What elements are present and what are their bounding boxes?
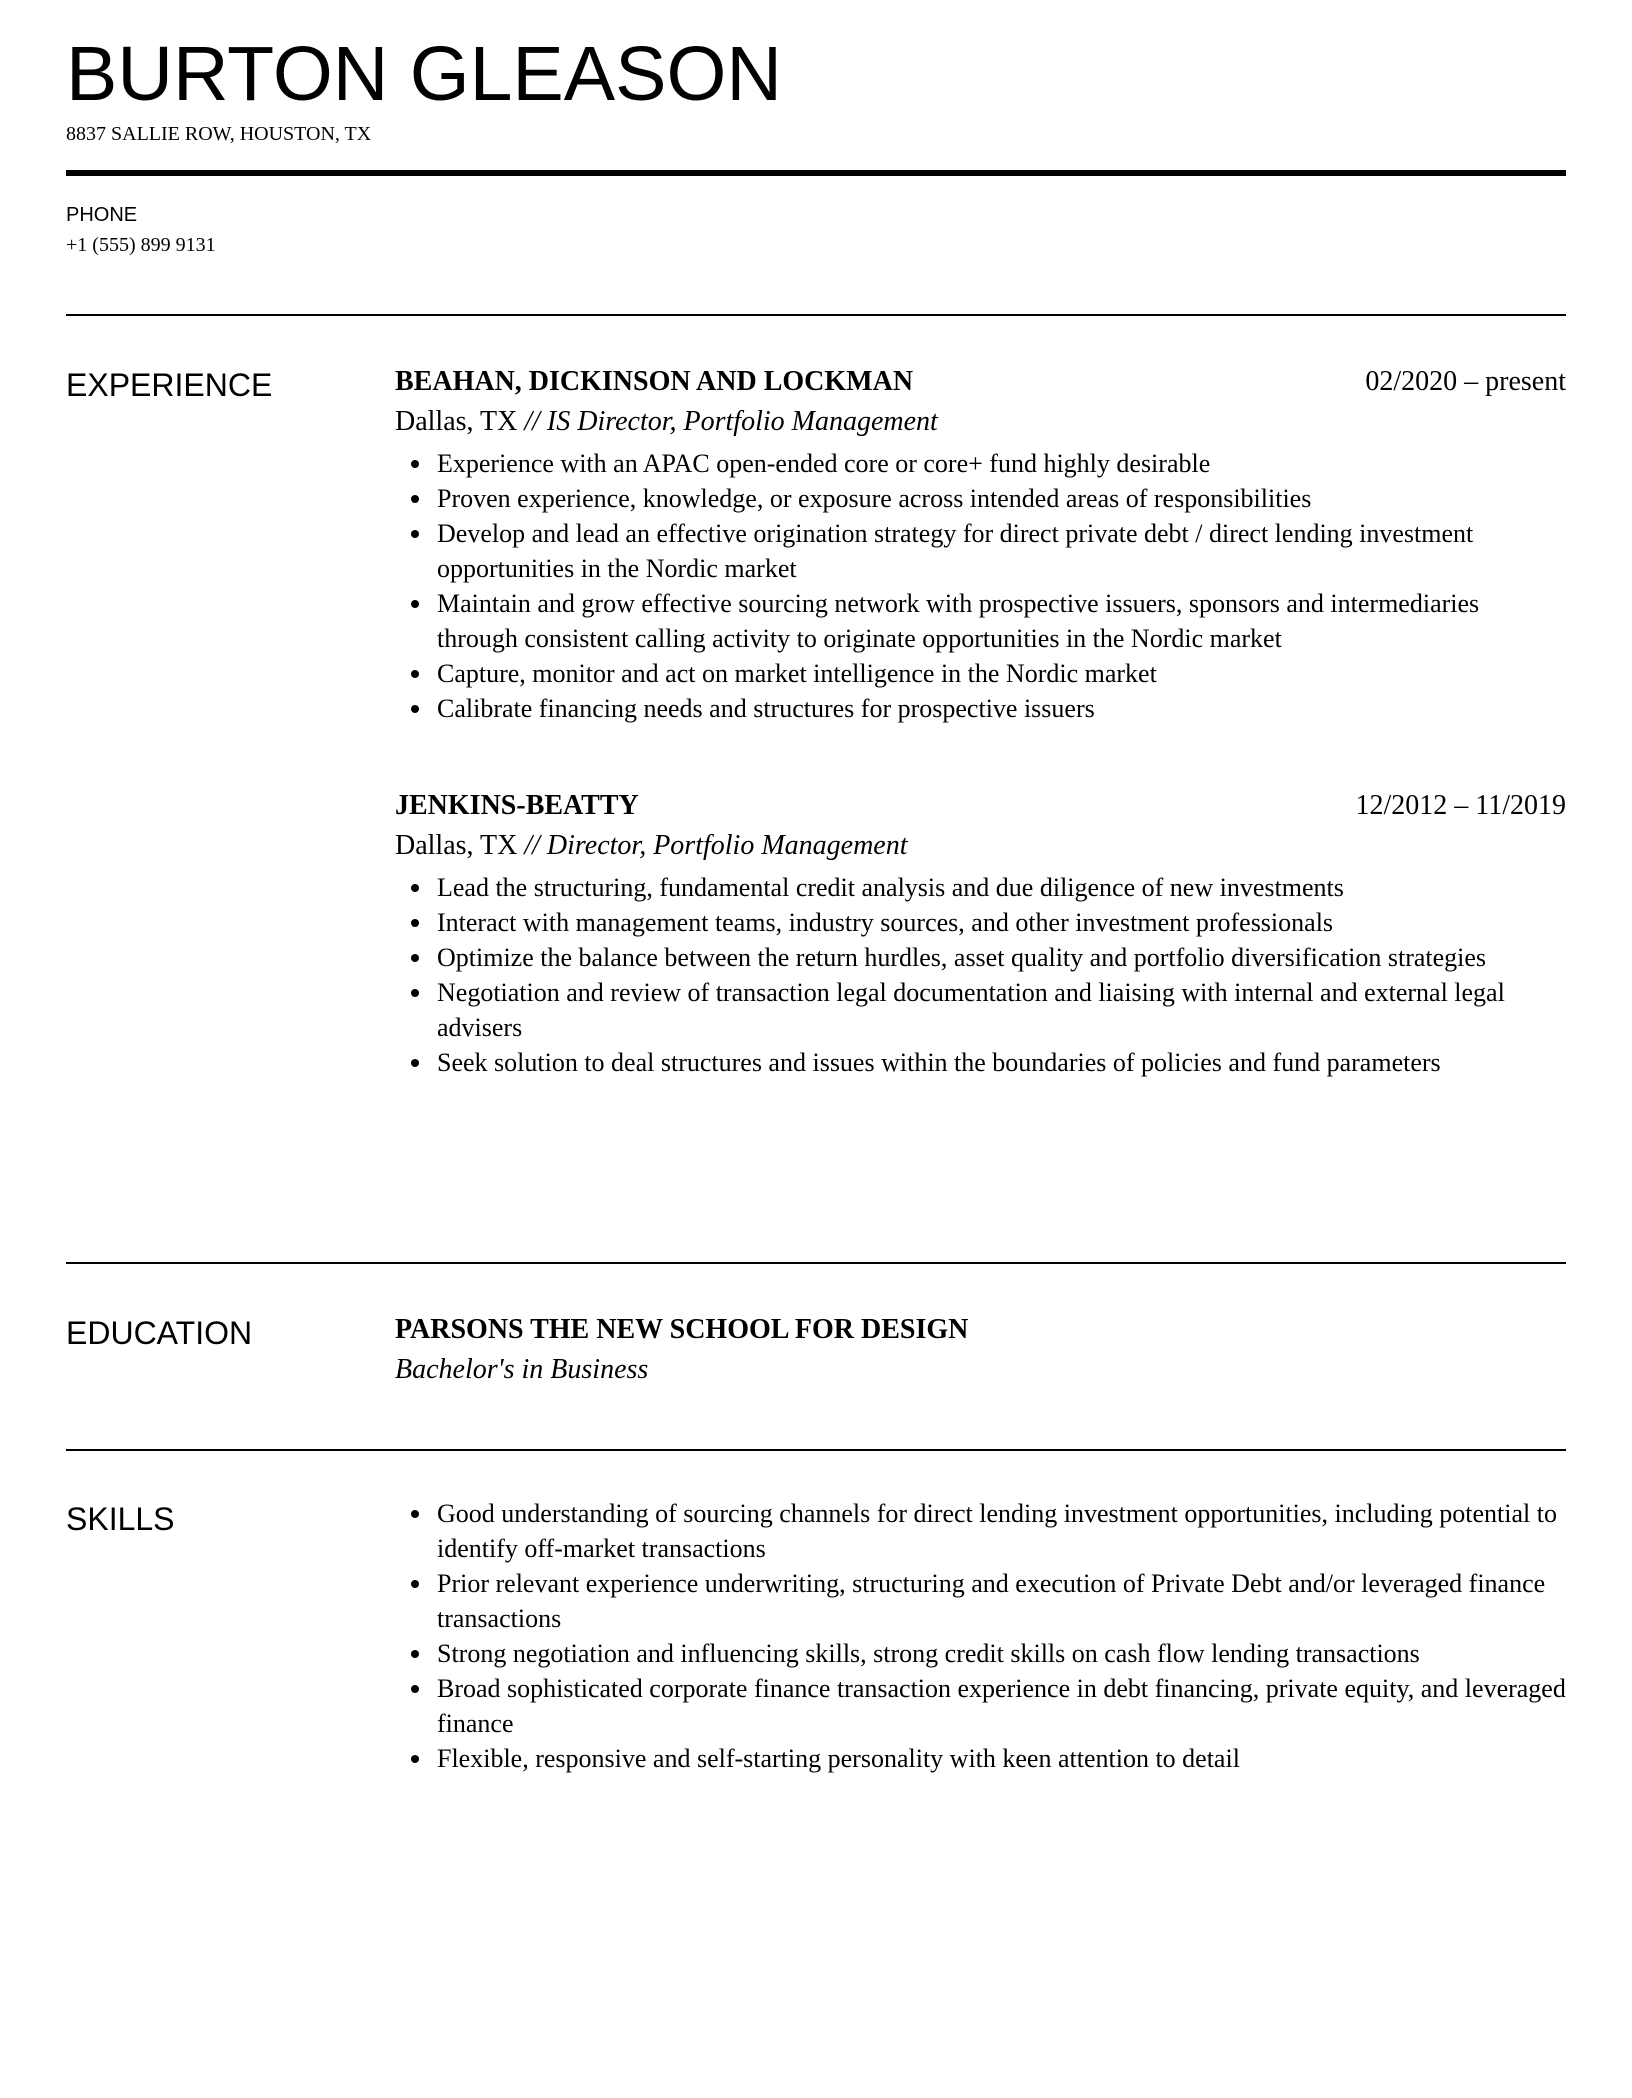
job-dates: 02/2020 – present: [1365, 366, 1566, 397]
job-separator: //: [517, 406, 547, 437]
job-separator: //: [517, 830, 547, 861]
list-item: Calibrate financing needs and structures for prospective issuers: [437, 691, 1566, 726]
job-header: [395, 364, 1566, 400]
list-item: Experience with an APAC open-ended core or core+ fund highly desirable: [437, 446, 1566, 481]
education-divider: [66, 1449, 1566, 1451]
skills-heading: SKILLS: [66, 1501, 175, 1537]
candidate-address: 8837 SALLIE ROW, HOUSTON, TX: [66, 123, 372, 145]
job-entry: [395, 788, 1566, 1080]
list-item: Seek solution to deal structures and issues within the boundaries of policies and fund parameters: [437, 1045, 1566, 1080]
skills-section: [395, 1496, 1566, 1776]
school-name: PARSONS THE NEW SCHOOL FOR DESIGN: [395, 1314, 969, 1345]
phone-label: PHONE: [66, 204, 138, 226]
job-location: Dallas, TX: [395, 406, 518, 437]
company-name: BEAHAN, DICKINSON AND LOCKMAN: [395, 366, 914, 397]
list-item: Flexible, responsive and self-starting personality with keen attention to detail: [437, 1741, 1566, 1776]
list-item: Develop and lead an effective origination strategy for direct private debt / direct lending investment opportunities in the Nordic market: [437, 516, 1566, 586]
company-name: JENKINS-BEATTY: [395, 790, 639, 821]
list-item: Prior relevant experience underwriting, structuring and execution of Private Debt and/or leveraged finance transactions: [437, 1566, 1566, 1636]
education-heading: EDUCATION: [66, 1315, 253, 1351]
education-section: [395, 1312, 1566, 1388]
job-entry: [395, 364, 1566, 726]
job-role: IS Director, Portfolio Management: [546, 406, 938, 437]
job-subtitle: [395, 404, 1566, 440]
skills-list: [395, 1496, 1566, 1776]
job-subtitle: [395, 828, 1566, 864]
list-item: Good understanding of sourcing channels for direct lending investment opportunities, including potential to identify off-market transactions: [437, 1496, 1566, 1566]
experience-heading: EXPERIENCE: [66, 367, 273, 403]
education-header: [395, 1312, 1566, 1348]
experience-section: [395, 364, 1566, 1080]
phone-value: +1 (555) 899 9131: [66, 234, 216, 256]
list-item: Interact with management teams, industry sources, and other investment professionals: [437, 905, 1566, 940]
job-bullets: [395, 870, 1566, 1080]
job-header: [395, 788, 1566, 824]
job-dates: 12/2012 – 11/2019: [1355, 790, 1566, 821]
list-item: Optimize the balance between the return hurdles, asset quality and portfolio diversification strategies: [437, 940, 1566, 975]
header-divider: [66, 170, 1566, 176]
list-item: Strong negotiation and influencing skills, strong credit skills on cash flow lending transactions: [437, 1636, 1566, 1671]
list-item: Maintain and grow effective sourcing network with prospective issuers, sponsors and intermediaries through consistent calling activity to originate opportunities in the Nordic market: [437, 586, 1566, 656]
job-bullets: [395, 446, 1566, 726]
degree-name: Bachelor's in Business: [395, 1354, 649, 1385]
list-item: Proven experience, knowledge, or exposure across intended areas of responsibilities: [437, 481, 1566, 516]
experience-divider: [66, 1262, 1566, 1264]
contact-divider: [66, 314, 1566, 316]
job-location: Dallas, TX: [395, 830, 518, 861]
candidate-name: BURTON GLEASON: [66, 31, 783, 117]
job-role: Director, Portfolio Management: [546, 830, 908, 861]
list-item: Broad sophisticated corporate finance transaction experience in debt financing, private equity, and leveraged finance: [437, 1671, 1566, 1741]
list-item: Lead the structuring, fundamental credit analysis and due diligence of new investments: [437, 870, 1566, 905]
list-item: Capture, monitor and act on market intelligence in the Nordic market: [437, 656, 1566, 691]
list-item: Negotiation and review of transaction legal documentation and liaising with internal and external legal advisers: [437, 975, 1566, 1045]
